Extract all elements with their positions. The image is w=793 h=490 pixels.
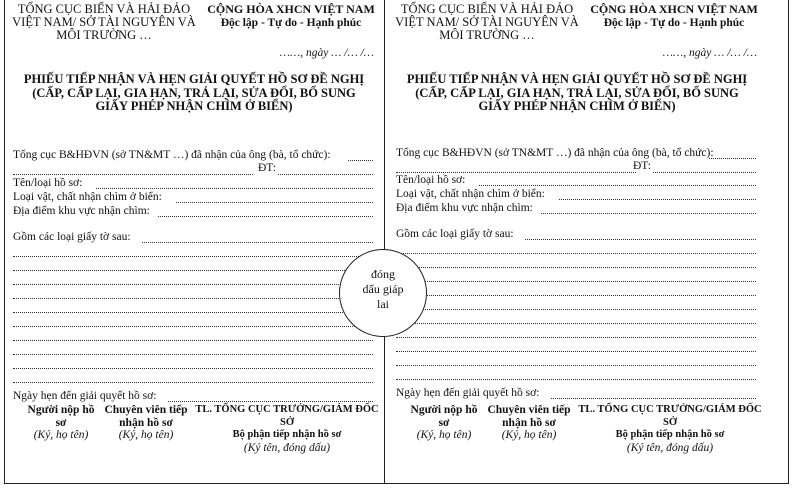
republic-title: CỘNG HÒA XHCN VIỆT NAM [590,2,758,16]
document-line[interactable] [396,351,756,352]
officer-role: Chuyên viên tiếp nhận hồ sơ [104,404,188,429]
seal-line-3: lai [377,297,389,311]
officer-hint: (Ký, họ tên) [501,429,557,441]
submitter-hint: (Ký, họ tên) [416,429,472,441]
national-header [589,2,759,30]
receipt-form-right [391,0,763,484]
file-type-field[interactable] [479,185,756,186]
documents-label: Gồm các loại giấy tờ sau: [396,228,514,240]
received-from-field[interactable] [709,158,756,159]
material-label: Loại vật, chất nhận chìm ở biển: [13,191,162,203]
document-line[interactable] [13,382,373,383]
form-title [391,73,763,114]
documents-label: Gồm các loại giấy tờ sau: [13,231,131,243]
document-line[interactable] [396,379,756,380]
received-from-field-continued[interactable] [13,174,253,175]
received-from-label: Tổng cục B&HĐVN (sở TN&MT …) đã nhận của ông (bà, tổ chức): [396,147,714,159]
form-title-line-2: (CẤP, CẤP LẠI, GIA HẠN, TRẢ LẠI, SỬA ĐỔI, BỔ SUNG [32,85,356,100]
center-divider [384,0,385,484]
agency-name: TỔNG CỤC BIỂN VÀ HẢI ĐẢO VIỆT NAM/ SỞ TÀI NGUYÊN VÀ MÔI TRƯỜNG … [395,2,579,42]
seal-line-2: dấu giáp [362,282,404,296]
form-title-line-1: PHIẾU TIẾP NHẬN VÀ HẸN GIẢI QUYẾT HỒ SƠ ĐỀ NGHỊ [23,72,365,86]
officer-hint: (Ký, họ tên) [118,429,174,441]
document-line[interactable] [13,298,373,299]
document-line[interactable] [396,281,756,282]
document-line[interactable] [396,323,756,324]
document-line[interactable] [396,253,756,254]
overlap-seal-text [340,267,426,312]
officer-role: Chuyên viên tiếp nhận hồ sơ [487,404,571,429]
document-line[interactable] [13,368,373,369]
form-title-line-2: (CẤP, CẤP LẠI, GIA HẠN, TRẢ LẠI, SỬA ĐỔI, BỔ SUNG [415,85,739,100]
received-from-label: Tổng cục B&HĐVN (sở TN&MT …) đã nhận của ông (bà, tổ chức): [13,149,331,161]
document-line[interactable] [396,309,756,310]
agency-name: TỔNG CỤC BIỂN VÀ HẢI ĐẢO VIỆT NAM/ SỞ TÀI NGUYÊN VÀ MÔI TRƯỜNG … [12,2,196,42]
document-line[interactable] [396,295,756,296]
director-role: TL. TỔNG CỤC TRƯỞNG/GIÁM ĐỐC SỞ [195,404,379,428]
seal-line-1: đóng [371,267,395,281]
signature-submitter [26,404,96,442]
phone-field[interactable] [653,172,756,173]
signature-director [577,404,763,454]
director-hint: (Ký tên, đóng dấu) [243,441,331,454]
file-type-label: Tên/loại hồ sơ: [13,177,83,189]
director-hint: (Ký tên, đóng dấu) [626,441,714,454]
submitter-role: Người nộp hồ sơ [27,404,95,429]
receipt-form-left [8,0,380,484]
form-title-line-3: GIẤY PHÉP NHẬN CHÌM Ở BIỂN) [478,99,676,113]
signature-officer [483,404,575,442]
signature-director [194,404,380,454]
material-field[interactable] [559,199,756,200]
appointment-field[interactable] [551,398,756,399]
appointment-label: Ngày hẹn đến giải quyết hồ sơ: [13,390,157,402]
document-line[interactable] [13,340,373,341]
document-line[interactable] [396,267,756,268]
file-type-label: Tên/loại hồ sơ: [396,174,466,186]
national-header [206,2,376,30]
signature-officer [100,404,192,442]
submitter-hint: (Ký, họ tên) [33,429,89,441]
documents-field[interactable] [142,242,373,243]
document-line[interactable] [13,284,373,285]
document-line[interactable] [13,326,373,327]
material-label: Loại vật, chất nhận chìm ở biển: [396,188,545,200]
director-department: Bộ phận tiếp nhận hồ sơ [615,429,725,440]
republic-title: CỘNG HÒA XHCN VIỆT NAM [207,2,375,16]
document-line[interactable] [396,337,756,338]
location-label: Địa điểm khu vực nhận chìm: [13,205,150,217]
document-line[interactable] [13,312,373,313]
location-field[interactable] [541,213,756,214]
director-department: Bộ phận tiếp nhận hồ sơ [232,429,342,440]
date-line: ……, ngày … /… /… [279,47,374,59]
document-line[interactable] [13,256,373,257]
phone-label: ĐT: [633,160,651,172]
date-line: ……, ngày … /… /… [662,47,757,59]
material-field[interactable] [176,202,373,203]
location-label: Địa điểm khu vực nhận chìm: [396,202,533,214]
received-from-field[interactable] [348,160,373,161]
form-title-line-3: GIẤY PHÉP NHẬN CHÌM Ở BIỂN) [95,99,293,113]
republic-motto: Độc lập - Tự do - Hạnh phúc [603,17,745,29]
document-line[interactable] [13,354,373,355]
phone-field[interactable] [278,174,373,175]
signature-submitter [409,404,479,442]
form-title [8,73,380,114]
document-line[interactable] [396,365,756,366]
form-title-line-1: PHIẾU TIẾP NHẬN VÀ HẸN GIẢI QUYẾT HỒ SƠ ĐỀ NGHỊ [406,72,748,86]
documents-field[interactable] [525,239,756,240]
republic-motto: Độc lập - Tự do - Hạnh phúc [220,17,362,29]
appointment-label: Ngày hẹn đến giải quyết hồ sơ: [396,387,540,399]
location-field[interactable] [158,216,373,217]
phone-label: ĐT: [258,162,276,174]
overlap-seal-circle [339,249,427,337]
document-line[interactable] [13,270,373,271]
submitter-role: Người nộp hồ sơ [410,404,478,429]
file-type-field[interactable] [96,188,373,189]
appointment-field[interactable] [168,401,373,402]
director-role: TL. TỔNG CỤC TRƯỞNG/GIÁM ĐỐC SỞ [578,404,762,428]
